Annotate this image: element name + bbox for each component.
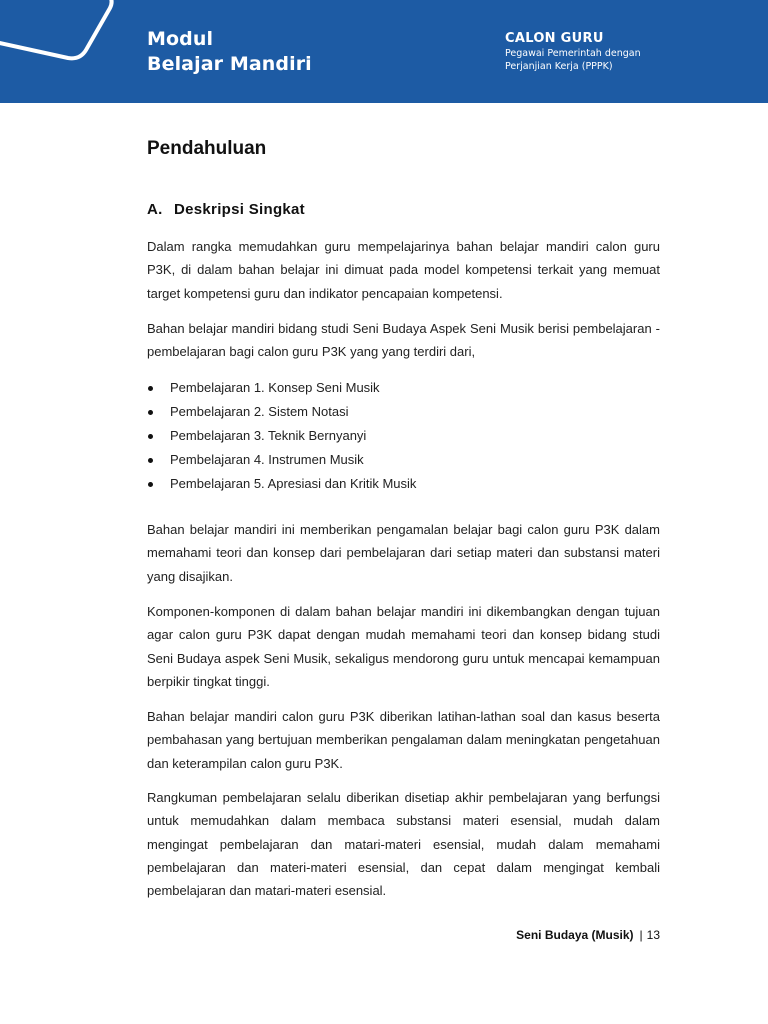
list-item [147, 424, 660, 448]
bullet-icon [148, 482, 153, 487]
paragraph-5: Bahan belajar mandiri calon guru P3K diberikan latihan-lathan soal dan kasus beserta pembahasan yang bertujuan memberikan pengalaman dalam meningkatan pengetahuan dan keterampilan calon guru P3K. [147, 709, 660, 771]
learning-list [147, 376, 660, 496]
section-heading [147, 201, 305, 218]
header-program-label [505, 31, 641, 73]
bullet-icon [148, 434, 153, 439]
footer-subject: Seni Budaya (Musik) [516, 928, 634, 942]
page-number: 13 [646, 928, 660, 942]
program-subtitle-line2: Perjanjian Kerja (PPPK) [505, 61, 613, 72]
module-title-line1: Modul [147, 28, 214, 50]
list-item [147, 400, 660, 424]
section-title: Deskripsi Singkat [174, 201, 305, 218]
list-item-label: Pembelajaran 2. Sistem Notasi [170, 404, 349, 419]
bullet-icon [148, 410, 153, 415]
page-title: Pendahuluan [147, 138, 267, 159]
footer-separator: | [639, 928, 643, 942]
program-title: CALON GURU [505, 31, 604, 46]
paragraph-6: Rangkuman pembelajaran selalu diberikan disetiap akhir pembelajaran yang berfungsi untuk memudahkan dalam membaca substansi materi esensial, mudah dalam mengingat pembelajaran dan matari-materi esensial, mudah dalam memahami pembelajaran dan materi-materi esensial, dan cepat dalam mengingat kembali pembelajaran dan matari-materi esensial. [147, 790, 660, 899]
page-header [0, 0, 768, 103]
list-item [147, 448, 660, 472]
list-item-label: Pembelajaran 4. Instrumen Musik [170, 452, 364, 467]
list-item-label: Pembelajaran 1. Konsep Seni Musik [170, 380, 380, 395]
header-decoration-icon [0, 0, 140, 103]
bullet-icon [148, 386, 153, 391]
list-item [147, 376, 660, 400]
paragraph-4: Komponen-komponen di dalam bahan belajar mandiri ini dikembangkan dengan tujuan agar calon guru P3K dapat dengan mudah memahami teori dan konsep bidang studi Seni Budaya aspek Seni Musik, sekaligus mendorong guru untuk mencapai kemampuan berpikir tingkat tinggi. [147, 604, 660, 689]
paragraph-2: Bahan belajar mandiri bidang studi Seni Budaya Aspek Seni Musik berisi pembelajaran - pembelajaran bagi calon guru P3K yang yang terdiri dari, [147, 321, 660, 360]
section-number: A. [147, 201, 163, 218]
list-item [147, 472, 660, 496]
paragraph-3: Bahan belajar mandiri ini memberikan pengamalan belajar bagi calon guru P3K dalam memahami teori dan konsep dari pembelajaran dari setiap materi dan substansi materi yang disajikan. [147, 522, 660, 584]
module-title [147, 27, 312, 77]
program-subtitle-line1: Pegawai Pemerintah dengan [505, 48, 641, 59]
page-footer [516, 928, 660, 942]
list-item-label: Pembelajaran 5. Apresiasi dan Kritik Musik [170, 476, 417, 491]
paragraph-1: Dalam rangka memudahkan guru mempelajarinya bahan belajar mandiri calon guru P3K, di dalam bahan belajar ini dimuat pada model kompetensi terkait yang memuat target kompetensi guru dan indikator pencapaian kompetensi. [147, 239, 660, 301]
list-item-label: Pembelajaran 3. Teknik Bernyanyi [170, 428, 367, 443]
module-title-line2: Belajar Mandiri [147, 53, 312, 75]
bullet-icon [148, 458, 153, 463]
